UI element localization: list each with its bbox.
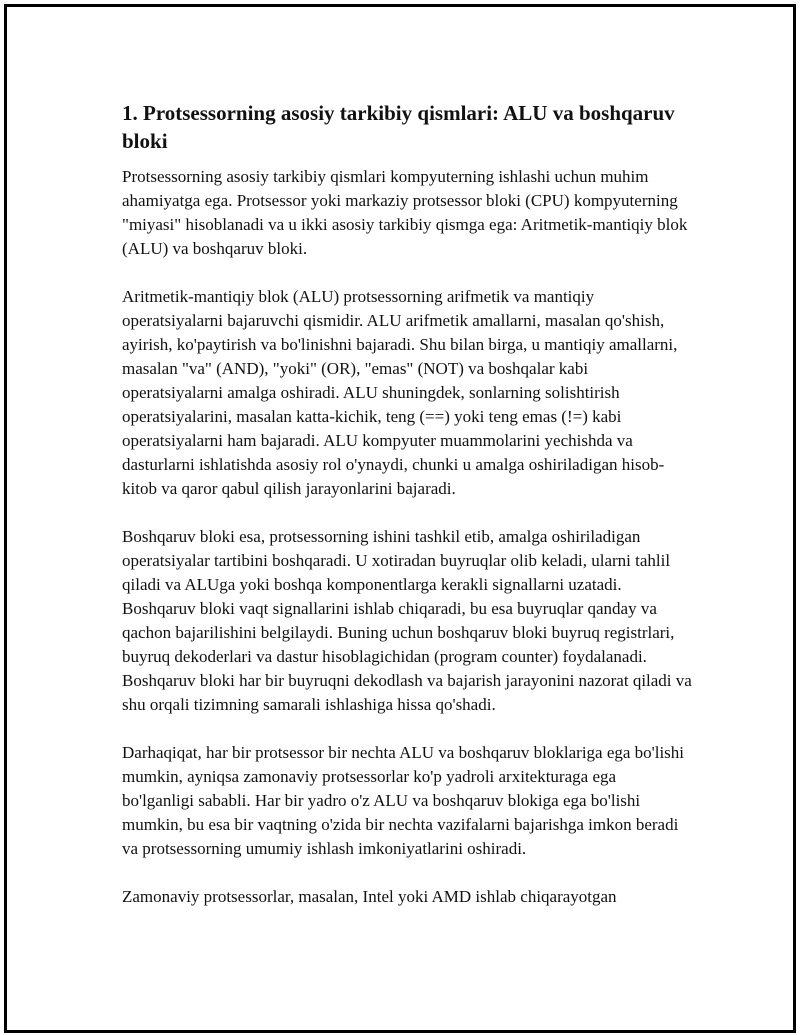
paragraph-intro: Protsessorning asosiy tarkibiy qismlari kompyuterning ishlashi uchun muhim ahamiyatga ega. Protsessor yoki markaziy protsessor bloki (CPU) kompyuterning "miyasi" hisoblanadi va u ikki asosiy tarkibiy qismga ega: Aritmetik-mantiqiy blok (ALU) va boshqaruv bloki.	[122, 167, 688, 258]
page-frame	[4, 4, 796, 1033]
paragraph-control-unit: Boshqaruv bloki esa, protsessorning ishini tashkil etib, amalga oshiriladigan operatsiyalar tartibini boshqaradi. U xotiradan buyruqlar olib keladi, ularni tahlil qiladi va ALUga yoki boshqa komponentlarga kerakli signallarni uzatadi. Boshqaruv bloki vaqt signallarini ishlab chiqaradi, bu esa buyruqlar qanday va qachon bajarilishini belgilaydi. Buning uchun boshqaruv bloki buyruq registrlari, buyruq dekoderlari va dastur hisoblagichidan (program counter) foydalanadi. Boshqaruv bloki har bir buyruqni dekodlash va bajarish jarayonini nazorat qiladi va shu orqali tizimning samarali ishlashiga hissa qo'shadi.	[122, 527, 692, 714]
document-body	[122, 99, 692, 933]
paragraph-alu: Aritmetik-mantiqiy blok (ALU) protsessorning arifmetik va mantiqiy operatsiyalarni bajaruvchi qismidir. ALU arifmetik amallarni, masalan qo'shish, ayirish, ko'paytirish va bo'linishni bajaradi. Shu bilan birga, u mantiqiy amallarni, masalan "va" (AND), "yoki" (OR), "emas" (NOT) va boshqalar kabi operatsiyalarni amalga oshiradi. ALU shuningdek, sonlarning solishtirish operatsiyalarini, masalan katta-kichik, teng (==) yoki teng emas (!=) kabi operatsiyalarni ham bajaradi. ALU kompyuter muammolarini yechishda va dasturlarni ishlatishda asosiy rol o'ynaydi, chunki u amalga oshiriladigan hisob-kitob va qaror qabul qilish jarayonlarini bajaradi.	[122, 287, 678, 498]
paragraph-multicore: Darhaqiqat, har bir protsessor bir nechta ALU va boshqaruv bloklariga ega bo'lishi mumkin, ayniqsa zamonaviy protsessorlar ko'p yadroli arxitekturaga ega bo'lganligi sababli. Har bir yadro o'z ALU va boshqaruv blokiga ega bo'lishi mumkin, bu esa bir vaqtning o'zida bir nechta vazifalarni bajarishga imkon beradi va protsessorning umumiy ishlash imkoniyatlarini oshiradi.	[122, 743, 685, 858]
section-heading: 1. Protsessorning asosiy tarkibiy qismlari: ALU va boshqaruv bloki	[122, 101, 675, 153]
paragraph-modern-processors: Zamonaviy protsessorlar, masalan, Intel yoki AMD ishlab chiqarayotgan	[122, 887, 617, 906]
